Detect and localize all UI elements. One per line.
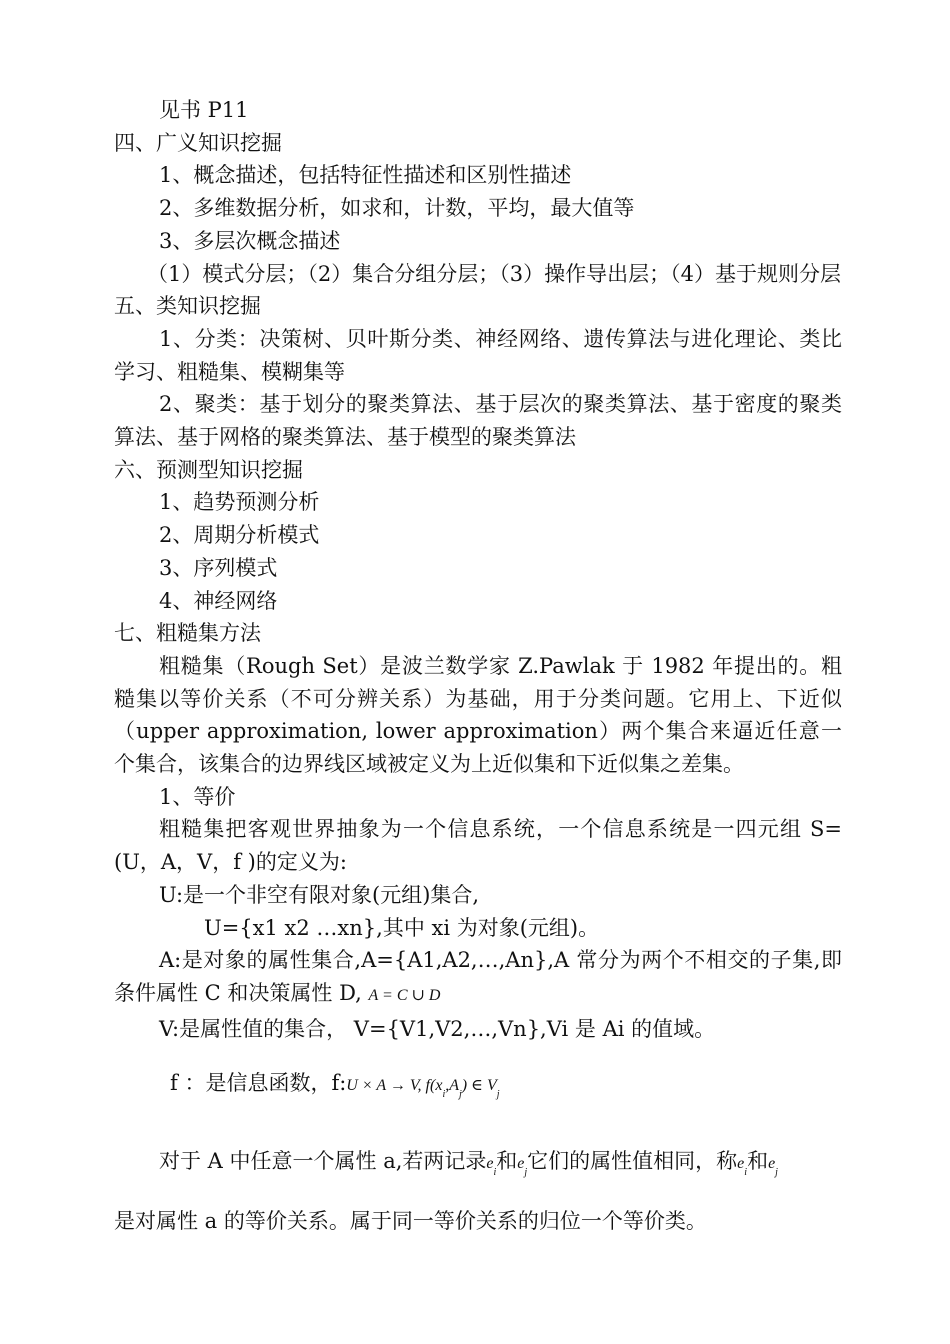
paragraph-line: 是对属性 a 的等价关系。属于同一等价关系的归位一个等价类。	[114, 1209, 707, 1234]
list-item: 4、神经网络	[159, 588, 278, 613]
equation-part: ,A	[445, 1077, 459, 1095]
subscript: j	[524, 1167, 528, 1179]
spacer	[114, 1119, 842, 1137]
function-definition	[114, 1059, 842, 1119]
equation: A = C ∪ D	[368, 986, 441, 1004]
subheading: 1、等价	[159, 784, 236, 809]
list-item: 3、序列模式	[159, 555, 278, 580]
record-symbol: e	[768, 1155, 776, 1173]
list-item: 2、周期分析模式	[159, 523, 320, 548]
paragraph: 1、分类：决策树、贝叶斯分类、神经网络、遗传算法与进化理论、类比学习、粗糙集、模糊集等	[114, 326, 842, 384]
paragraph-text: 它们的属性值相同，称	[527, 1149, 738, 1174]
subscript: j	[775, 1167, 778, 1179]
subscript: j	[496, 1089, 500, 1101]
section-heading-6: 六、预测型知识挖掘	[114, 457, 303, 482]
subscript: i	[442, 1089, 446, 1101]
record-symbol: e	[517, 1155, 525, 1173]
equation-part: U × A → V, f(x	[346, 1077, 443, 1095]
section-heading-7: 七、粗糙集方法	[114, 621, 261, 646]
subscript: i	[493, 1167, 497, 1179]
list-item: 3、多层次概念描述	[159, 228, 341, 253]
list-item: 1、概念描述，包括特征性描述和区别性描述	[159, 163, 572, 188]
paragraph-text: 和	[496, 1149, 518, 1174]
document-page	[114, 94, 842, 1245]
function-label: f ：是信息函数，f:	[170, 1071, 347, 1096]
reference-line: 见书 P11	[159, 98, 249, 122]
section-heading-5: 五、类知识挖掘	[114, 294, 261, 319]
record-symbol: e	[737, 1155, 745, 1173]
section-heading-4: 四、广义知识挖掘	[114, 130, 282, 155]
record-symbol: e	[486, 1155, 494, 1173]
paragraph: 粗糙集（Rough Set）是波兰数学家 Z.Pawlak 于 1982 年提出的。粗糙集以等价关系（不可分辨关系）为基础，用于分类问题。它用上、下近似（upper approximation, lower approximation）两个集合来逼近任意一个集合，该集合的边界线区域被定义为上近似集和下近似集之差集。	[114, 653, 842, 777]
paragraph: （1）模式分层；（2）集合分组分层；（3）操作导出层；（4）基于规则分层	[147, 261, 841, 286]
paragraph-line	[114, 1137, 842, 1197]
equation-part: ) ∈ V	[461, 1077, 497, 1095]
paragraph-text: 和	[747, 1149, 769, 1174]
paragraph-text: 对于 A 中任意一个属性 a,若两记录	[159, 1149, 487, 1174]
definition-line: U={x1 x2 …xn},其中 xi 为对象(元组)。	[204, 915, 600, 940]
subscript: j	[459, 1089, 462, 1101]
equation	[346, 1077, 500, 1101]
definition-line: V:是属性值的集合， V={V1,V2,…,Vn},Vi 是 Ai 的值域。	[159, 1016, 716, 1041]
paragraph-text: A:是对象的属性集合,A={A1,A2,…,An},A 常分为两个不相交的子集,即条件属性 C 和决策属性 D,	[114, 948, 842, 1005]
list-item: 1、趋势预测分析	[159, 490, 320, 515]
definition-line: U:是一个非空有限对象(元组)集合,	[159, 882, 480, 907]
list-item: 2、多维数据分析，如求和，计数，平均，最大值等	[159, 196, 635, 221]
subscript: i	[744, 1167, 748, 1179]
paragraph: 粗糙集把客观世界抽象为一个信息系统，一个信息系统是一四元组 S=(U，A，V，f )的定义为:	[114, 817, 842, 875]
paragraph: 2、聚类：基于划分的聚类算法、基于层次的聚类算法、基于密度的聚类算法、基于网格的聚类算法、基于模型的聚类算法	[114, 392, 842, 450]
paragraph	[114, 944, 842, 1012]
